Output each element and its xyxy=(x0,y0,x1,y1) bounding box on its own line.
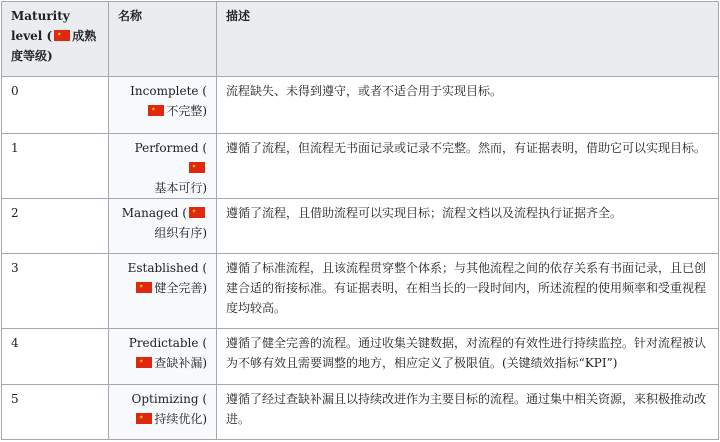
china-flag-icon xyxy=(189,162,205,173)
table-row xyxy=(2,199,719,254)
name-cell: Optimizing ( 持续优化) xyxy=(109,385,217,440)
china-flag-icon xyxy=(136,413,152,424)
name-cell: Performed ( 基本可行) xyxy=(109,134,217,199)
name-cell: Managed ( 组织有序) xyxy=(109,199,217,254)
name-cell: Predictable ( 查缺补漏) xyxy=(109,329,217,385)
china-flag-icon xyxy=(136,357,152,368)
name-cell: Incomplete ( 不完整) xyxy=(109,77,217,134)
table-row xyxy=(2,254,719,329)
description-cell: 流程缺失、未得到遵守，或者不适合用于实现目标。 xyxy=(217,77,719,134)
level-cell: 0 xyxy=(2,77,109,134)
description-cell: 遵循了健全完善的流程。通过收集关键数据，对流程的有效性进行持续监控。针对流程被认为不够有效且需要调整的地方，相应定义了极限值。(关键绩效指标“KPI”) xyxy=(217,329,719,385)
description-cell: 遵循了经过查缺补漏且以持续改进作为主要目标的流程。通过集中相关资源，来积极推动改进。 xyxy=(217,385,719,440)
maturity-levels-table xyxy=(1,1,719,440)
table-row xyxy=(2,134,719,199)
level-cell: 4 xyxy=(2,329,109,385)
china-flag-icon xyxy=(189,207,205,218)
table-row xyxy=(2,329,719,385)
description-cell: 遵循了流程，且借助流程可以实现目标；流程文档以及流程执行证据齐全。 xyxy=(217,199,719,254)
china-flag-icon xyxy=(54,30,70,41)
level-cell: 2 xyxy=(2,199,109,254)
header-name: 名称 xyxy=(109,2,217,77)
china-flag-icon xyxy=(148,105,164,116)
table-row xyxy=(2,77,719,134)
name-cell: Established ( 健全完善) xyxy=(109,254,217,329)
description-cell: 遵循了流程，但流程无书面记录或记录不完整。然而，有证据表明，借助它可以实现目标。 xyxy=(217,134,719,199)
china-flag-icon xyxy=(136,282,152,293)
header-description: 描述 xyxy=(217,2,719,77)
level-cell: 1 xyxy=(2,134,109,199)
description-cell: 遵循了标准流程，且该流程贯穿整个体系；与其他流程之间的依存关系有书面记录，且已创建合适的衔接标准。有证据表明，在相当长的一段时间内，所述流程的使用频率和受重视程度均较高。 xyxy=(217,254,719,329)
level-cell: 3 xyxy=(2,254,109,329)
table-row xyxy=(2,385,719,440)
table-header-row xyxy=(2,2,719,77)
level-cell: 5 xyxy=(2,385,109,440)
header-maturity-level: Maturity level ( 成熟 度等级) xyxy=(2,2,109,77)
